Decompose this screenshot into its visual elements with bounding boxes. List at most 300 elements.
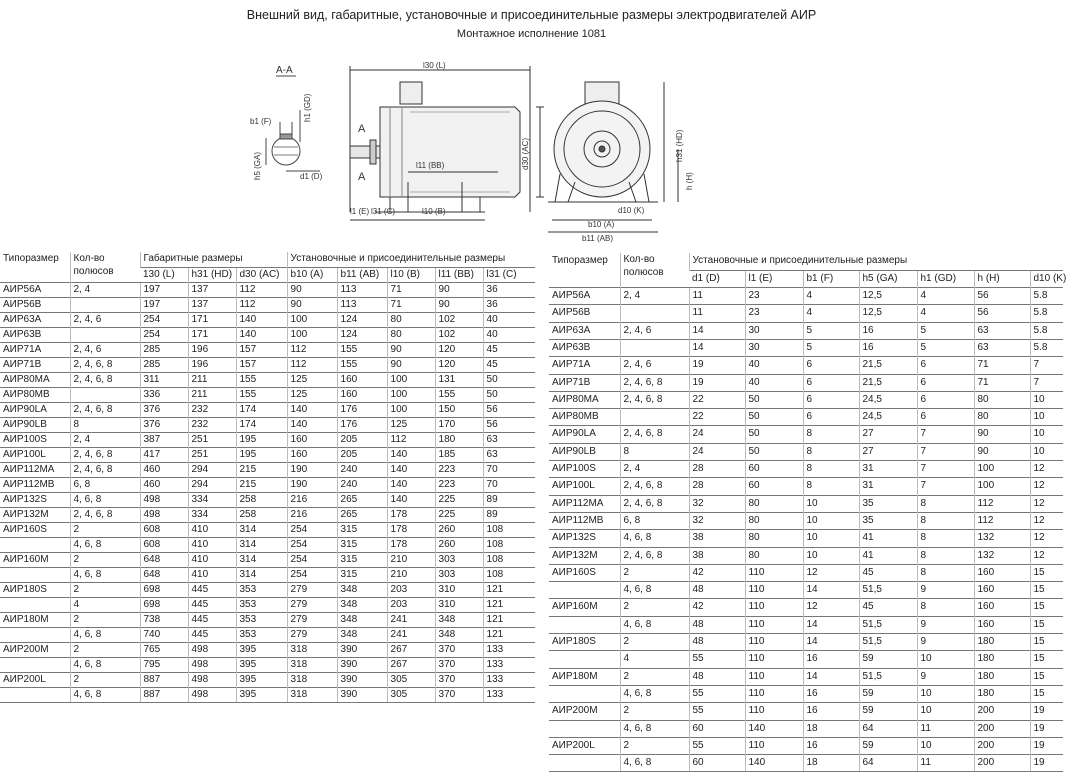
value-cell: 738	[140, 612, 188, 627]
type-cell: АИР132М	[549, 547, 620, 564]
value-cell: 395	[236, 687, 287, 702]
poles-cell: 4, 6, 8	[620, 755, 689, 772]
value-cell: 279	[287, 582, 337, 597]
value-cell: 254	[140, 327, 188, 342]
value-cell: 56	[974, 288, 1030, 305]
value-cell: 241	[387, 627, 435, 642]
value-cell: 28	[689, 478, 745, 495]
table-row	[549, 582, 1063, 599]
value-cell: 59	[859, 651, 917, 668]
value-cell: 15	[1030, 616, 1063, 633]
value-cell: 35	[859, 495, 917, 512]
value-cell: 318	[287, 657, 337, 672]
poles-cell	[70, 327, 140, 342]
type-cell: АИР160S	[0, 522, 70, 537]
value-cell: 120	[435, 357, 483, 372]
value-cell: 279	[287, 612, 337, 627]
table-row	[549, 651, 1063, 668]
value-cell: 353	[236, 582, 287, 597]
value-cell: 260	[435, 522, 483, 537]
value-cell: 18	[803, 720, 859, 737]
value-cell: 110	[745, 582, 803, 599]
value-cell: 155	[435, 387, 483, 402]
value-cell: 124	[337, 312, 387, 327]
value-cell: 5	[917, 339, 974, 356]
value-cell: 36	[483, 297, 535, 312]
value-cell: 205	[337, 432, 387, 447]
value-cell: 27	[859, 443, 917, 460]
value-cell: 445	[188, 582, 236, 597]
poles-cell: 2	[620, 737, 689, 754]
poles-cell: 2, 4, 6	[70, 342, 140, 357]
type-cell: АИР71А	[549, 357, 620, 374]
value-cell: 6	[803, 391, 859, 408]
table-row	[0, 327, 535, 342]
poles-cell: 2, 4, 6	[620, 322, 689, 339]
value-cell: 50	[483, 372, 535, 387]
value-cell: 265	[337, 492, 387, 507]
value-cell: 4	[803, 288, 859, 305]
value-cell: 14	[689, 322, 745, 339]
value-cell: 353	[236, 597, 287, 612]
table-row	[0, 402, 535, 417]
value-cell: 71	[387, 282, 435, 297]
poles-cell: 2, 4	[70, 432, 140, 447]
value-cell: 48	[689, 668, 745, 685]
value-cell: 608	[140, 522, 188, 537]
value-cell: 8	[917, 495, 974, 512]
table-row	[0, 477, 535, 492]
type-cell	[549, 755, 620, 772]
value-cell: 203	[387, 597, 435, 612]
value-cell: 100	[974, 461, 1030, 478]
column-group-overall: Габаритные размеры	[140, 252, 287, 267]
value-cell: 395	[236, 657, 287, 672]
value-cell: 211	[188, 387, 236, 402]
table-row	[0, 642, 535, 657]
value-cell: 160	[974, 582, 1030, 599]
value-cell: 55	[689, 703, 745, 720]
value-cell: 254	[140, 312, 188, 327]
value-cell: 190	[287, 477, 337, 492]
value-cell: 140	[387, 447, 435, 462]
poles-cell: 4, 6, 8	[70, 657, 140, 672]
table-row	[0, 357, 535, 372]
value-cell: 160	[974, 616, 1030, 633]
poles-cell	[70, 387, 140, 402]
value-cell: 60	[745, 461, 803, 478]
value-cell: 174	[236, 402, 287, 417]
poles-cell: 2, 4, 6, 8	[70, 357, 140, 372]
value-cell: 294	[188, 477, 236, 492]
table-row	[0, 417, 535, 432]
value-cell: 318	[287, 642, 337, 657]
value-cell: 348	[337, 597, 387, 612]
value-cell: 410	[188, 552, 236, 567]
value-cell: 15	[1030, 599, 1063, 616]
label-l10: l10 (B)	[422, 207, 446, 216]
value-cell: 203	[387, 582, 435, 597]
value-cell: 48	[689, 634, 745, 651]
column-header: l31 (C)	[483, 267, 535, 282]
value-cell: 698	[140, 582, 188, 597]
type-cell	[549, 720, 620, 737]
value-cell: 71	[974, 357, 1030, 374]
table-row	[0, 342, 535, 357]
value-cell: 211	[188, 372, 236, 387]
type-cell: АИР160М	[0, 552, 70, 567]
type-cell: АИР180М	[0, 612, 70, 627]
value-cell: 310	[435, 582, 483, 597]
table-row	[0, 582, 535, 597]
value-cell: 6	[803, 357, 859, 374]
value-cell: 215	[236, 477, 287, 492]
type-cell	[0, 687, 70, 702]
poles-cell: 2	[70, 612, 140, 627]
value-cell: 42	[689, 564, 745, 581]
value-cell: 71	[387, 297, 435, 312]
value-cell: 12	[1030, 512, 1063, 529]
table-row	[549, 599, 1063, 616]
value-cell: 8	[803, 426, 859, 443]
value-cell: 100	[387, 402, 435, 417]
value-cell: 180	[974, 634, 1030, 651]
column-group-install: Установочные и присоединительные размеры	[287, 252, 535, 267]
table-row	[549, 374, 1063, 391]
poles-cell: 2, 4, 6, 8	[70, 402, 140, 417]
value-cell: 5.8	[1030, 288, 1063, 305]
table-row	[549, 322, 1063, 339]
label-h31: h31 (HD)	[675, 129, 684, 162]
value-cell: 125	[287, 372, 337, 387]
value-cell: 232	[188, 417, 236, 432]
value-cell: 110	[745, 685, 803, 702]
value-cell: 180	[974, 685, 1030, 702]
poles-cell: 2	[620, 564, 689, 581]
table-row	[549, 530, 1063, 547]
value-cell: 32	[689, 512, 745, 529]
value-cell: 38	[689, 547, 745, 564]
label-h1: h1 (GD)	[303, 93, 312, 122]
value-cell: 16	[803, 685, 859, 702]
table-row	[0, 597, 535, 612]
value-cell: 90	[287, 282, 337, 297]
value-cell: 190	[287, 462, 337, 477]
value-cell: 100	[974, 478, 1030, 495]
value-cell: 133	[483, 642, 535, 657]
value-cell: 90	[387, 357, 435, 372]
value-cell: 40	[483, 327, 535, 342]
value-cell: 445	[188, 612, 236, 627]
poles-cell: 2, 4, 6, 8	[620, 547, 689, 564]
label-section-a-bottom: A	[358, 171, 366, 183]
value-cell: 12	[803, 599, 859, 616]
table-row	[0, 462, 535, 477]
value-cell: 215	[236, 462, 287, 477]
value-cell: 232	[188, 402, 236, 417]
value-cell: 5	[803, 339, 859, 356]
table-row	[549, 547, 1063, 564]
value-cell: 8	[917, 564, 974, 581]
value-cell: 71	[974, 374, 1030, 391]
poles-cell: 2, 4, 6, 8	[620, 426, 689, 443]
type-cell: АИР100S	[549, 461, 620, 478]
value-cell: 108	[483, 522, 535, 537]
label-h5: h5 (GA)	[253, 151, 262, 180]
value-cell: 160	[337, 372, 387, 387]
type-cell: АИР112МВ	[549, 512, 620, 529]
motor-side-view	[350, 66, 544, 220]
value-cell: 5.8	[1030, 322, 1063, 339]
poles-cell: 2	[620, 668, 689, 685]
poles-cell: 2	[620, 634, 689, 651]
table-row	[0, 492, 535, 507]
value-cell: 200	[974, 737, 1030, 754]
value-cell: 395	[236, 672, 287, 687]
table-row	[0, 672, 535, 687]
value-cell: 14	[803, 634, 859, 651]
value-cell: 10	[803, 530, 859, 547]
value-cell: 205	[337, 447, 387, 462]
value-cell: 223	[435, 462, 483, 477]
value-cell: 387	[140, 432, 188, 447]
value-cell: 12	[1030, 530, 1063, 547]
value-cell: 90	[435, 282, 483, 297]
value-cell: 90	[287, 297, 337, 312]
poles-cell: 4, 6, 8	[620, 720, 689, 737]
value-cell: 132	[974, 547, 1030, 564]
value-cell: 56	[483, 417, 535, 432]
value-cell: 353	[236, 612, 287, 627]
value-cell: 30	[745, 322, 803, 339]
value-cell: 10	[803, 547, 859, 564]
value-cell: 196	[188, 357, 236, 372]
value-cell: 90	[387, 342, 435, 357]
type-cell: АИР132S	[0, 492, 70, 507]
poles-cell: 4, 6, 8	[70, 627, 140, 642]
value-cell: 36	[483, 282, 535, 297]
poles-cell: 4, 6, 8	[70, 567, 140, 582]
value-cell: 171	[188, 327, 236, 342]
value-cell: 10	[1030, 426, 1063, 443]
value-cell: 740	[140, 627, 188, 642]
value-cell: 80	[974, 391, 1030, 408]
type-cell: АИР90LA	[549, 426, 620, 443]
value-cell: 120	[435, 342, 483, 357]
value-cell: 251	[188, 432, 236, 447]
value-cell: 260	[435, 537, 483, 552]
value-cell: 8	[917, 599, 974, 616]
value-cell: 155	[236, 387, 287, 402]
column-header: h (H)	[974, 270, 1030, 287]
value-cell: 285	[140, 342, 188, 357]
page-subtitle: Монтажное исполнение 1081	[456, 28, 607, 40]
value-cell: 24,5	[859, 409, 917, 426]
value-cell: 353	[236, 627, 287, 642]
value-cell: 110	[745, 703, 803, 720]
type-cell: АИР160М	[549, 599, 620, 616]
type-cell	[0, 597, 70, 612]
motor-drawing	[230, 52, 700, 247]
value-cell: 390	[337, 672, 387, 687]
value-cell: 10	[917, 703, 974, 720]
value-cell: 14	[803, 668, 859, 685]
value-cell: 5	[803, 322, 859, 339]
dimensions-table-right	[549, 253, 1066, 772]
value-cell: 90	[974, 443, 1030, 460]
type-cell: АИР132М	[0, 507, 70, 522]
value-cell: 410	[188, 537, 236, 552]
value-cell: 55	[689, 685, 745, 702]
value-cell: 200	[974, 755, 1030, 772]
value-cell: 137	[188, 282, 236, 297]
value-cell: 200	[974, 703, 1030, 720]
value-cell: 45	[859, 599, 917, 616]
value-cell: 15	[1030, 634, 1063, 651]
table-row	[0, 687, 535, 702]
value-cell: 795	[140, 657, 188, 672]
value-cell: 314	[236, 552, 287, 567]
value-cell: 303	[435, 552, 483, 567]
value-cell: 4	[917, 288, 974, 305]
value-cell: 64	[859, 755, 917, 772]
value-cell: 5.8	[1030, 305, 1063, 322]
value-cell: 160	[287, 432, 337, 447]
value-cell: 63	[483, 432, 535, 447]
value-cell: 11	[689, 305, 745, 322]
value-cell: 157	[236, 342, 287, 357]
value-cell: 8	[803, 443, 859, 460]
value-cell: 12	[1030, 461, 1063, 478]
value-cell: 10	[803, 495, 859, 512]
column-header: h5 (GA)	[859, 270, 917, 287]
value-cell: 60	[689, 720, 745, 737]
table-row	[549, 737, 1063, 754]
table-row	[549, 634, 1063, 651]
value-cell: 390	[337, 687, 387, 702]
type-cell: АИР112МА	[549, 495, 620, 512]
poles-cell: 4	[70, 597, 140, 612]
value-cell: 16	[859, 339, 917, 356]
value-cell: 80	[745, 530, 803, 547]
table-row	[549, 391, 1063, 408]
value-cell: 11	[689, 288, 745, 305]
value-cell: 41	[859, 547, 917, 564]
value-cell: 765	[140, 642, 188, 657]
value-cell: 110	[745, 651, 803, 668]
type-cell: АИР71А	[0, 342, 70, 357]
type-cell	[549, 685, 620, 702]
value-cell: 9	[917, 582, 974, 599]
value-cell: 14	[803, 582, 859, 599]
type-cell: АИР180S	[0, 582, 70, 597]
value-cell: 315	[337, 537, 387, 552]
value-cell: 7	[1030, 357, 1063, 374]
value-cell: 176	[337, 417, 387, 432]
value-cell: 7	[917, 461, 974, 478]
value-cell: 410	[188, 567, 236, 582]
value-cell: 112	[287, 342, 337, 357]
value-cell: 24	[689, 443, 745, 460]
value-cell: 140	[236, 327, 287, 342]
value-cell: 110	[745, 564, 803, 581]
poles-cell: 4, 6, 8	[620, 530, 689, 547]
type-cell: АИР63В	[0, 327, 70, 342]
label-l1: l1 (E)	[350, 207, 370, 216]
table-row	[0, 447, 535, 462]
value-cell: 51,5	[859, 616, 917, 633]
poles-cell: 2, 4	[70, 282, 140, 297]
value-cell: 15	[1030, 651, 1063, 668]
value-cell: 38	[689, 530, 745, 547]
value-cell: 460	[140, 477, 188, 492]
value-cell: 155	[337, 342, 387, 357]
value-cell: 60	[689, 755, 745, 772]
table-row	[549, 443, 1063, 460]
type-cell: АИР63А	[0, 312, 70, 327]
value-cell: 150	[435, 402, 483, 417]
value-cell: 89	[483, 507, 535, 522]
value-cell: 395	[236, 642, 287, 657]
value-cell: 254	[287, 567, 337, 582]
value-cell: 16	[859, 322, 917, 339]
value-cell: 89	[483, 492, 535, 507]
type-cell: АИР80МВ	[549, 409, 620, 426]
table-row	[0, 387, 535, 402]
value-cell: 112	[974, 512, 1030, 529]
value-cell: 22	[689, 391, 745, 408]
value-cell: 10	[1030, 443, 1063, 460]
poles-cell: 4, 6, 8	[620, 616, 689, 633]
type-cell	[549, 616, 620, 633]
value-cell: 19	[1030, 703, 1063, 720]
value-cell: 334	[188, 492, 236, 507]
value-cell: 45	[859, 564, 917, 581]
column-header: h1 (GD)	[917, 270, 974, 287]
value-cell: 113	[337, 297, 387, 312]
type-cell: АИР112МА	[0, 462, 70, 477]
value-cell: 12,5	[859, 288, 917, 305]
value-cell: 125	[387, 417, 435, 432]
type-cell: АИР56А	[0, 282, 70, 297]
type-cell: АИР56В	[0, 297, 70, 312]
value-cell: 254	[287, 552, 337, 567]
type-cell: АИР132S	[549, 530, 620, 547]
value-cell: 102	[435, 327, 483, 342]
column-header: 130 (L)	[140, 267, 188, 282]
label-b11: b11 (AB)	[582, 234, 613, 243]
value-cell: 4	[803, 305, 859, 322]
value-cell: 251	[188, 447, 236, 462]
type-cell	[549, 582, 620, 599]
poles-cell: 6, 8	[620, 512, 689, 529]
table-row	[0, 297, 535, 312]
value-cell: 27	[859, 426, 917, 443]
value-cell: 348	[337, 582, 387, 597]
table-row	[0, 312, 535, 327]
poles-cell: 8	[620, 443, 689, 460]
value-cell: 132	[974, 530, 1030, 547]
value-cell: 12	[1030, 547, 1063, 564]
value-cell: 110	[745, 616, 803, 633]
value-cell: 498	[188, 642, 236, 657]
value-cell: 498	[188, 687, 236, 702]
value-cell: 21,5	[859, 357, 917, 374]
value-cell: 314	[236, 522, 287, 537]
value-cell: 160	[974, 564, 1030, 581]
value-cell: 140	[387, 462, 435, 477]
value-cell: 125	[287, 387, 337, 402]
